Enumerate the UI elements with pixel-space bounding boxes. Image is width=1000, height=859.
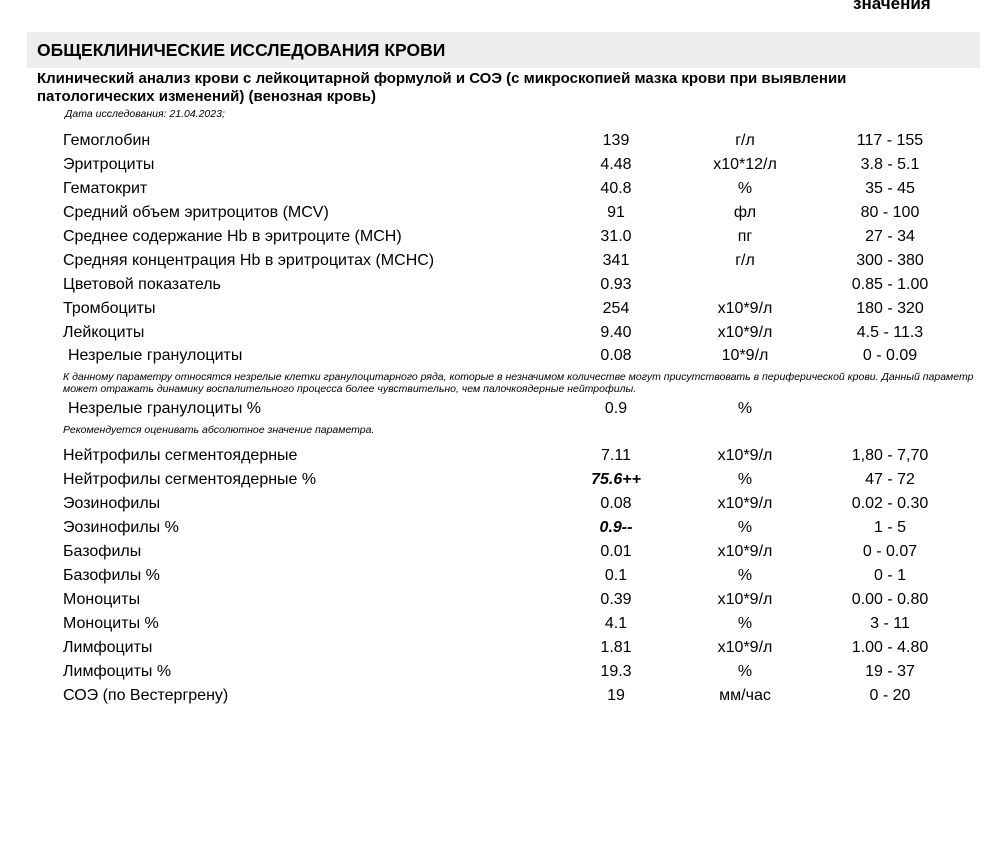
param-name: Гематокрит: [63, 180, 148, 197]
param-name: Средний объем эритроцитов (MCV): [63, 204, 329, 221]
param-reference: 0 - 0.09: [862, 347, 918, 364]
param-unit: %: [737, 180, 753, 197]
param-value: 341: [602, 252, 630, 269]
param-unit: фл: [733, 204, 757, 221]
param-name: Моноциты: [63, 591, 141, 608]
param-unit: %: [737, 400, 753, 417]
param-unit: г/л: [735, 252, 755, 269]
param-reference: 0.85 - 1.00: [851, 276, 929, 293]
param-value: 4.48: [600, 156, 632, 173]
param-name: Тромбоциты: [63, 300, 156, 317]
result-row-mch: [0, 225, 1000, 249]
result-row-hemoglobin: [0, 129, 1000, 153]
param-name: Моноциты %: [63, 615, 159, 632]
param-value-flagged: 75.6++: [591, 471, 641, 488]
param-value: 9.40: [600, 324, 632, 341]
note-immature-granulocytes: К данному параметру относятся незрелые клетки гранулоцитарного ряда, которые в незначимом количестве могут присутствовать в периферической крови. Данный параметр может отражать динамику воспалительного процесса более чувствительно, чем палочкоядерные нейтрофилы.: [63, 371, 974, 395]
test-title: Клинический анализ крови с лейкоцитарной формулой и СОЭ (с микроскопией мазка крови при выявлении патологических изменений) (венозная кровь): [37, 70, 847, 105]
param-reference: 4.5 - 11.3: [856, 324, 924, 341]
param-name: Нейтрофилы сегментоядерные %: [63, 471, 317, 488]
param-reference: 80 - 100: [860, 204, 920, 221]
param-unit: x10*9/л: [717, 447, 773, 464]
result-row-basophils: [0, 540, 1000, 564]
param-value: 40.8: [600, 180, 632, 197]
param-value: 139: [602, 132, 630, 149]
param-name: Средняя концентрация Hb в эритроцитах (MCHC): [63, 252, 435, 269]
param-value: 7.11: [601, 447, 631, 464]
param-name: Незрелые гранулоциты: [68, 347, 243, 364]
study-date: Дата исследования: 21.04.2023;: [65, 108, 225, 120]
param-name: Лимфоциты: [63, 639, 153, 656]
param-unit: 10*9/л: [721, 347, 769, 364]
param-unit: мм/час: [719, 687, 771, 704]
param-value: 1.81: [600, 639, 632, 656]
param-unit: %: [737, 615, 753, 632]
param-value: 0.01: [600, 543, 632, 560]
param-value: 254: [602, 300, 630, 317]
param-reference: 3 - 11: [870, 615, 910, 632]
param-unit: x10*12/л: [713, 156, 777, 173]
param-name: Цветовой показатель: [63, 276, 221, 293]
param-unit: %: [737, 663, 753, 680]
param-reference: 19 - 37: [865, 663, 915, 680]
result-row-eosinophils-pct: [0, 516, 1000, 540]
param-reference: 0.00 - 0.80: [851, 591, 929, 608]
result-row-hematocrit: [0, 177, 1000, 201]
result-row-neutrophils-seg-pct: [0, 468, 1000, 492]
result-row-esr: [0, 684, 1000, 708]
param-reference: 1 - 5: [873, 519, 906, 536]
param-value: 19.3: [600, 663, 632, 680]
param-reference: 0.02 - 0.30: [851, 495, 929, 512]
param-name: Лимфоциты %: [63, 663, 172, 680]
param-name: Лейкоциты: [63, 324, 145, 341]
param-name: Эритроциты: [63, 156, 155, 173]
param-unit: x10*9/л: [717, 495, 773, 512]
result-row-platelets: [0, 297, 1000, 321]
param-name: Эозинофилы %: [63, 519, 179, 536]
param-value: 0.93: [600, 276, 632, 293]
result-row-immature-granulocytes: [0, 344, 1000, 368]
param-unit: x10*9/л: [717, 591, 773, 608]
result-row-erythrocytes: [0, 153, 1000, 177]
param-value: 19: [607, 687, 625, 704]
param-name: Базофилы: [63, 543, 142, 560]
param-reference: 1,80 - 7,70: [851, 447, 929, 464]
param-unit: x10*9/л: [717, 639, 773, 656]
param-unit: %: [737, 471, 753, 488]
result-row-lymphocytes: [0, 636, 1000, 660]
param-name: Эозинофилы: [63, 495, 161, 512]
param-value: 0.08: [600, 347, 632, 364]
result-row-lymphocytes-pct: [0, 660, 1000, 684]
param-value: 0.9: [604, 400, 628, 417]
result-row-monocytes: [0, 588, 1000, 612]
param-unit: x10*9/л: [717, 300, 773, 317]
param-reference: 3.8 - 5.1: [860, 156, 920, 173]
param-reference: 117 - 155: [856, 132, 924, 149]
param-name: Гемоглобин: [63, 132, 151, 149]
param-reference: 27 - 34: [865, 228, 915, 245]
result-row-neutrophils-seg: [0, 444, 1000, 468]
param-reference: 0 - 20: [869, 687, 911, 704]
result-row-color-index: [0, 273, 1000, 297]
reference-column-header-fragment: значения: [853, 0, 931, 13]
param-name: Нейтрофилы сегментоядерные: [63, 447, 298, 464]
param-unit: пг: [737, 228, 753, 245]
param-value: 0.08: [600, 495, 632, 512]
param-reference: 300 - 380: [856, 252, 924, 269]
section-title: ОБЩЕКЛИНИЧЕСКИЕ ИССЛЕДОВАНИЯ КРОВИ: [37, 40, 446, 60]
result-row-mcv: [0, 201, 1000, 225]
result-row-basophils-pct: [0, 564, 1000, 588]
result-row-leukocytes: [0, 321, 1000, 345]
param-name: Среднее содержание Hb в эритроците (MCH): [63, 228, 402, 245]
param-reference: 180 - 320: [856, 300, 924, 317]
param-reference: 47 - 72: [865, 471, 915, 488]
param-unit: %: [737, 519, 753, 536]
param-value: 31.0: [600, 228, 632, 245]
param-reference: 1.00 - 4.80: [851, 639, 929, 656]
result-row-monocytes-pct: [0, 612, 1000, 636]
param-value: 91: [607, 204, 625, 221]
result-row-mchc: [0, 249, 1000, 273]
param-unit: г/л: [735, 132, 755, 149]
param-reference: 35 - 45: [865, 180, 915, 197]
param-reference: 0 - 0.07: [862, 543, 918, 560]
param-unit: x10*9/л: [717, 324, 773, 341]
param-unit: %: [737, 567, 753, 584]
param-value-flagged: 0.9--: [599, 519, 633, 536]
param-value: 0.39: [600, 591, 632, 608]
result-row-eosinophils: [0, 492, 1000, 516]
result-row-immature-granulocytes-pct: [0, 397, 1000, 421]
param-value: 4.1: [604, 615, 628, 632]
note-absolute-value: Рекомендуется оценивать абсолютное значение параметра.: [63, 424, 375, 436]
param-name: Базофилы %: [63, 567, 160, 584]
param-unit: x10*9/л: [717, 543, 773, 560]
param-reference: 0 - 1: [873, 567, 906, 584]
param-name: Незрелые гранулоциты %: [68, 400, 262, 417]
param-value: 0.1: [604, 567, 628, 584]
param-name: СОЭ (по Вестергрену): [63, 687, 229, 704]
